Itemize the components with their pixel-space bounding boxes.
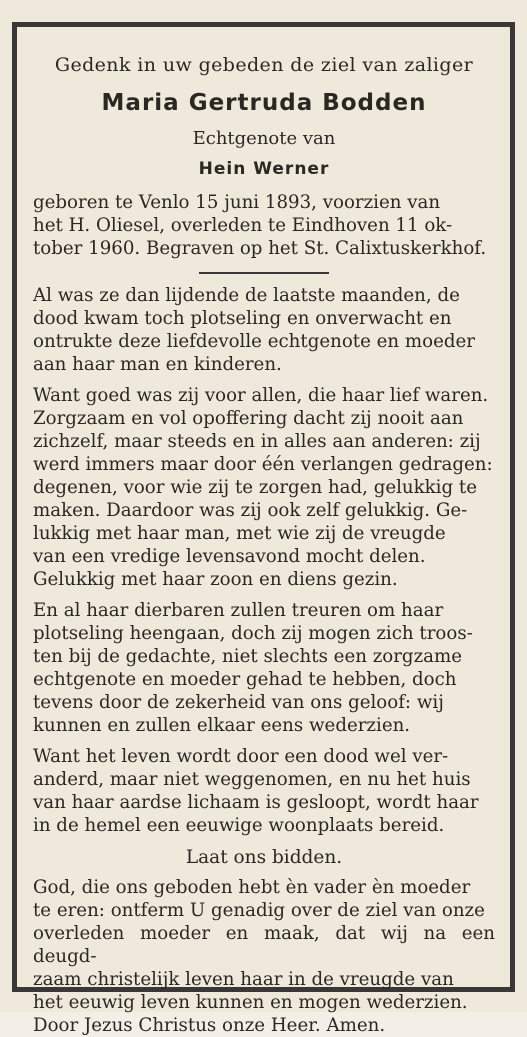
paragraph-2: Want goed was zij voor allen, die haar lief waren. Zorgzaam en vol opoffering dacht zij nooit aan zichzelf, maar steeds en in alles aan anderen: zij werd immers maar door één verlangen gedragen: degenen, voor wie zij te zorgen had, gelukkig te maken. Daardoor was zij ook zelf gelukkig. Ge- lukkig met haar man, met wie zij de vreugde van een vredige levensavond mocht delen. Gelukkig met haar zoon en diens gezin. <box>33 385 493 590</box>
deceased-name: Maria Gertruda Bodden <box>101 90 427 116</box>
birth-death-text: geboren te Venlo 15 juni 1893, voorzien van het H. Oliesel, overleden te Eindhoven 11 ok- tober 1960. Begraven op het St. Calixtuskerkhof. <box>33 192 487 259</box>
prayer-text: God, die ons geboden hebt èn vader èn moeder te eren: ontferm U genadig over de ziel van onze overleden moeder en maak, dat wij na een deugd- zaam christelijk leven haar in de vreugde van het eeuwig leven kunnen en mogen wederzien. Door Jezus Christus onze Heer. Amen. <box>33 877 495 1036</box>
spouse-name: Hein Werner <box>198 159 330 179</box>
divider-line <box>199 272 329 274</box>
spouse-label: Echtgenote van <box>192 128 336 149</box>
card-content <box>33 54 495 1037</box>
prayer-title: Laat ons bidden. <box>185 847 343 868</box>
paragraph-4: Want het leven wordt door een dood wel ver- anderd, maar niet weggenomen, en nu het huis van haar aardse lichaam is gesloopt, wordt haar in de hemel een eeuwige woonplaats bereid. <box>33 746 479 836</box>
paragraph-3: En al haar dierbaren zullen treuren om haar plotseling heengaan, doch zij mogen zich troos- ten bij de gedachte, niet slechts een zorgzame echtgenote en moeder gehad te hebben, doch tevens door de zekerheid van ons geloof: wij kunnen en zullen elkaar eens wederzien. <box>33 600 473 736</box>
intro-line: Gedenk in uw gebeden de ziel van zaliger <box>54 54 474 76</box>
paragraph-1: Al was ze dan lijdende de laatste maanden, de dood kwam toch plotseling en onverwacht en ontrukte deze liefdevolle echtgenote en moeder aan haar man en kinderen. <box>33 285 475 375</box>
